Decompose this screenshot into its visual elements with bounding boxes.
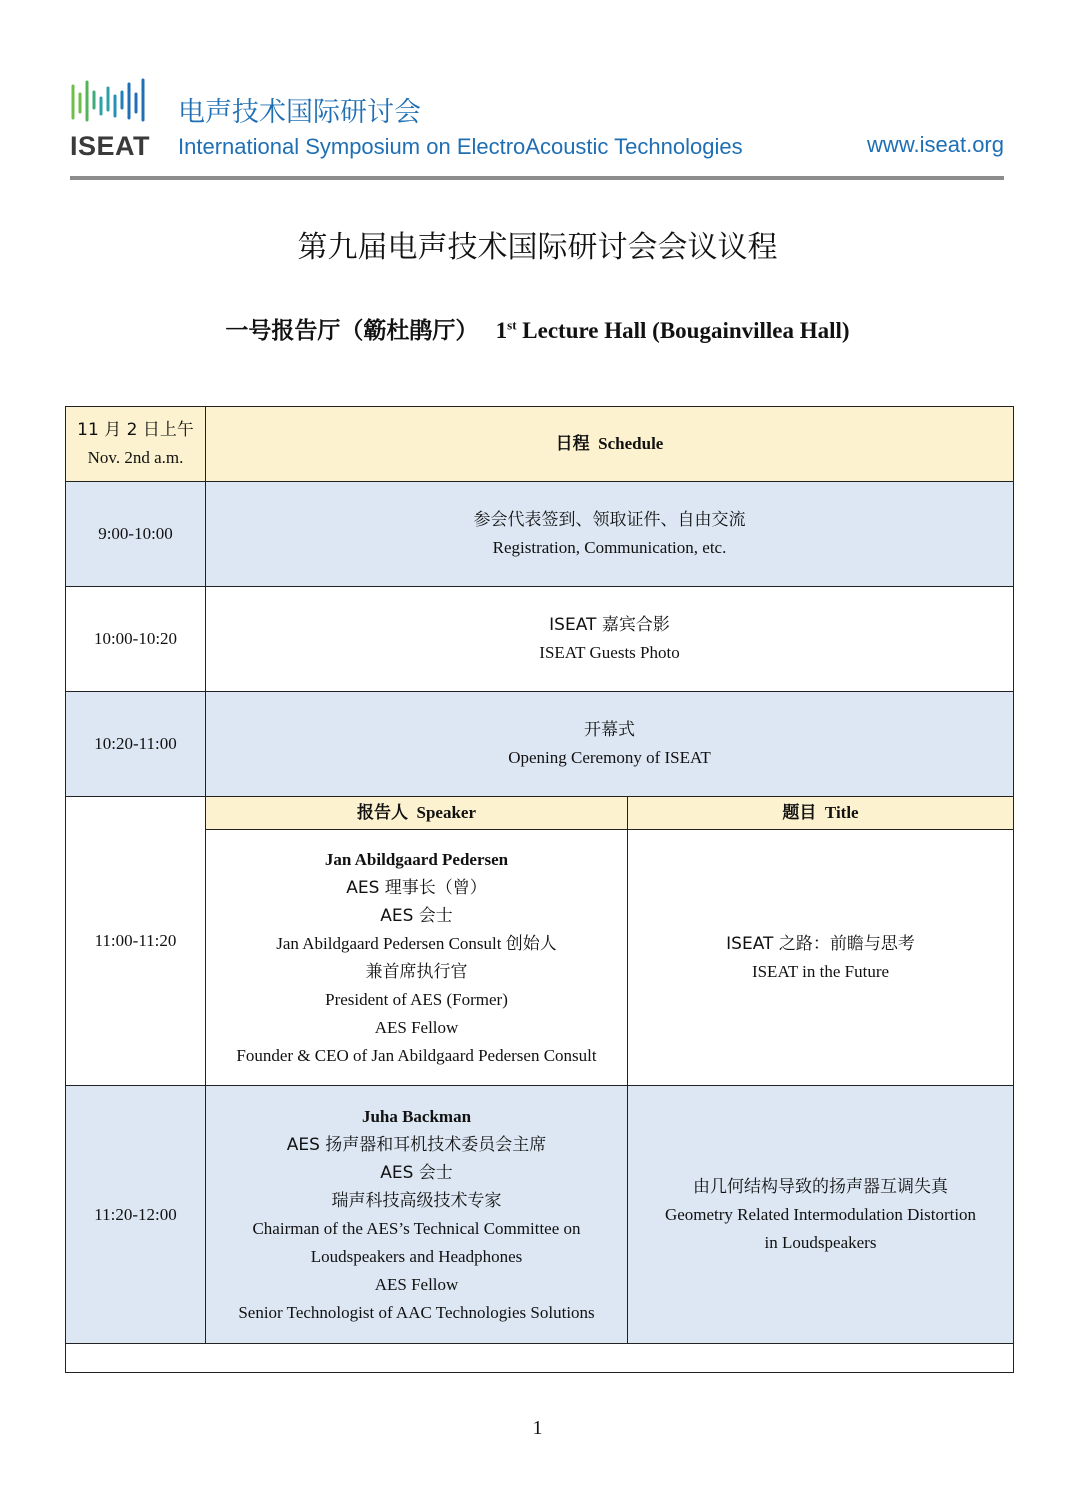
speaker-line: 兼首席执行官 xyxy=(365,961,468,982)
title-header-en: Title xyxy=(824,803,859,822)
time-cell: 10:00-10:20 xyxy=(66,587,206,692)
speaker-header-cell xyxy=(206,797,628,830)
speaker-line: Founder & CEO of Jan Abildgaard Pedersen Consult xyxy=(236,1045,597,1065)
talk-title-cn: ISEAT 之路：前瞻与思考 xyxy=(726,933,915,954)
talk-title-en: in Loudspeakers xyxy=(764,1232,877,1252)
event-cell xyxy=(206,587,1014,692)
logo-text: ISEAT xyxy=(70,131,151,161)
talk-title-cell xyxy=(628,830,1014,1086)
date-en: Nov. 2nd a.m. xyxy=(87,448,184,467)
speaker-line: Jan Abildgaard Pedersen Consult 创始人 xyxy=(276,933,557,953)
event-en: ISEAT Guests Photo xyxy=(539,643,680,662)
talk-title-cn: 由几何结构导致的扬声器互调失真 xyxy=(693,1176,948,1197)
speaker-line: AES 扬声器和耳机技术委员会主席 xyxy=(286,1134,547,1155)
speaker-line: AES 会士 xyxy=(380,905,453,926)
event-cn: 开幕式 xyxy=(584,720,635,740)
event-cn: 参会代表签到、领取证件、自由交流 xyxy=(473,510,746,530)
org-name-cn: 电声技术国际研讨会 xyxy=(178,97,421,128)
schedule-header-cn: 日程 xyxy=(555,434,590,454)
time-cell: 11:20-12:00 xyxy=(66,1086,206,1344)
table-row xyxy=(66,482,1014,587)
schedule-header-cell xyxy=(206,407,1014,482)
speaker-cell xyxy=(206,1086,628,1344)
event-en: Opening Ceremony of ISEAT xyxy=(508,748,711,767)
website-link[interactable]: www.iseat.org xyxy=(867,132,1004,157)
speaker-line: AES 会士 xyxy=(380,1162,453,1183)
talk-title-cell xyxy=(628,1086,1014,1344)
hall-title-en-num: 1 xyxy=(495,318,508,343)
empty-row xyxy=(66,1344,1014,1373)
table-row xyxy=(66,692,1014,797)
time-cell: 9:00-10:00 xyxy=(66,482,206,587)
speaker-line: Senior Technologist of AAC Technologies Solutions xyxy=(238,1302,595,1322)
time-cell: 10:20-11:00 xyxy=(66,692,206,797)
event-en: Registration, Communication, etc. xyxy=(492,538,727,557)
speaker-line: 瑞声科技高级技术专家 xyxy=(331,1190,502,1211)
event-cn: ISEAT 嘉宾合影 xyxy=(549,615,670,635)
speaker-line: AES 理事长（曾） xyxy=(346,877,487,898)
iseat-logo-icon xyxy=(70,78,150,122)
talk-title-en: Geometry Related Intermodulation Distortion xyxy=(664,1204,977,1224)
speaker-header-en: Speaker xyxy=(416,803,476,822)
speaker-line: Loudspeakers and Headphones xyxy=(310,1246,523,1266)
page-number: 1 xyxy=(532,1417,543,1439)
speaker-line: AES Fellow xyxy=(374,1274,459,1294)
speaker-header-cn: 报告人 xyxy=(357,803,408,823)
speaker-line: President of AES (Former) xyxy=(325,989,508,1009)
time-cell: 11:00-11:20 xyxy=(66,797,206,1086)
table-row xyxy=(66,587,1014,692)
table-header-row xyxy=(66,407,1014,482)
page-header xyxy=(0,0,1075,185)
speaker-header-row xyxy=(66,797,1014,830)
speaker-line: Chairman of the AES’s Technical Committee on xyxy=(252,1218,581,1238)
hall-title-cn: 一号报告厅（簕杜鹃厅） xyxy=(225,318,479,344)
hall-title-en: Lecture Hall (Bougainvillea Hall) xyxy=(522,318,850,343)
org-name-en: International Symposium on ElectroAcoustic Technologies xyxy=(178,134,743,159)
hall-title-en-sup: st xyxy=(507,317,517,333)
title-header-cell xyxy=(628,797,1014,830)
talk-row xyxy=(66,1086,1014,1344)
speaker-cell xyxy=(206,830,628,1086)
speaker-name: Jan Abildgaard Pedersen xyxy=(324,849,509,869)
speaker-name: Juha Backman xyxy=(361,1106,472,1126)
header-divider xyxy=(70,176,1004,180)
date-cn: 11 月 2 日上午 xyxy=(77,420,194,440)
page-title: 第九届电声技术国际研讨会会议议程 xyxy=(297,230,778,265)
hall-title xyxy=(0,312,1075,345)
talk-row xyxy=(66,830,1014,1086)
schedule-header-en: Schedule xyxy=(598,434,664,453)
event-cell xyxy=(206,482,1014,587)
date-cell xyxy=(66,407,206,482)
empty-cell xyxy=(66,1344,1014,1373)
event-cell xyxy=(206,692,1014,797)
talk-title-en: ISEAT in the Future xyxy=(751,961,890,981)
title-header-cn: 题目 xyxy=(782,803,817,823)
speaker-line: AES Fellow xyxy=(374,1017,459,1037)
schedule-table xyxy=(65,406,1014,1373)
